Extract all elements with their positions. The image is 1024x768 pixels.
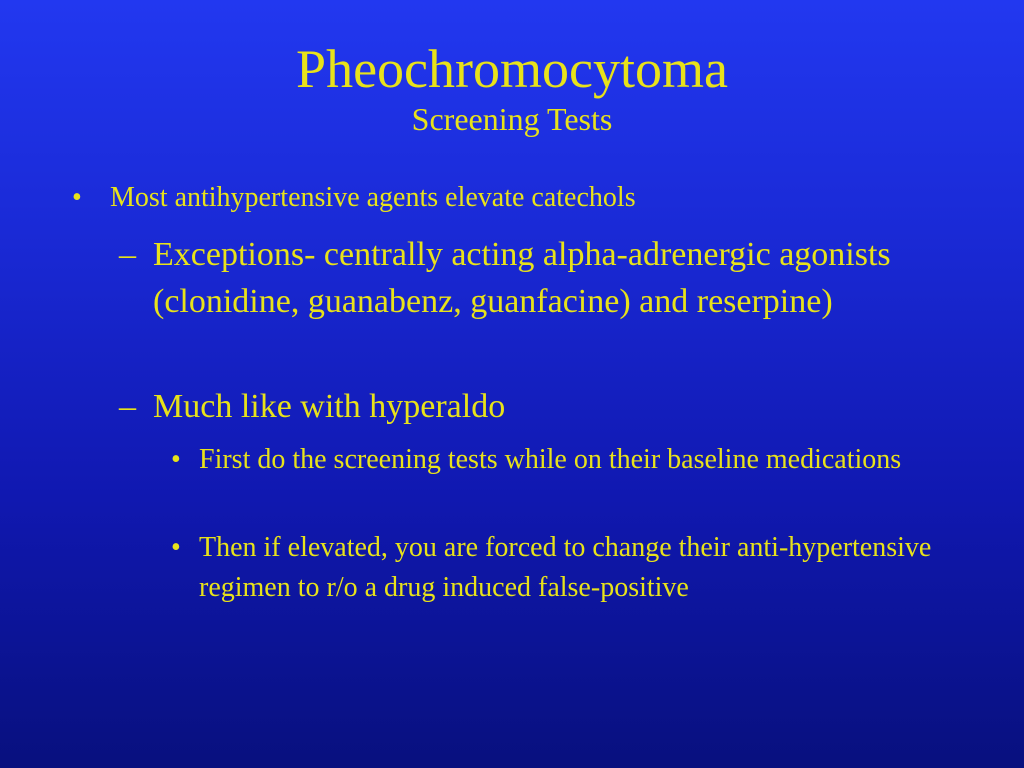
bullet-text: Then if elevated, you are forced to change their anti-hypertensive regimen to r/o a drug induced false-positive [199, 532, 932, 603]
bullet-level3-item [171, 528, 959, 608]
bullet-marker: • [171, 444, 181, 475]
bullet-marker: • [171, 532, 181, 563]
bullet-marker: • [72, 182, 82, 213]
bullet-text: First do the screening tests while on their baseline medications [199, 444, 902, 475]
slide-title: Pheochromocytoma [296, 39, 728, 99]
bullet-text: Exceptions- centrally acting alpha-adrenergic agonists (clonidine, guanabenz, guanfacine) and reserpine) [153, 236, 891, 320]
slide-subtitle: Screening Tests [411, 101, 613, 137]
bullet-level2-item [119, 231, 953, 325]
bullet-text: Most antihypertensive agents elevate catechols [110, 182, 636, 213]
dash-marker: – [119, 236, 136, 273]
bullet-level1-item [72, 180, 970, 216]
title-block [0, 38, 1024, 138]
dash-marker: – [119, 388, 136, 425]
bullet-level3-item [171, 440, 959, 480]
bullet-text: Much like with hyperaldo [153, 388, 506, 425]
bullet-level2-item [119, 383, 953, 430]
